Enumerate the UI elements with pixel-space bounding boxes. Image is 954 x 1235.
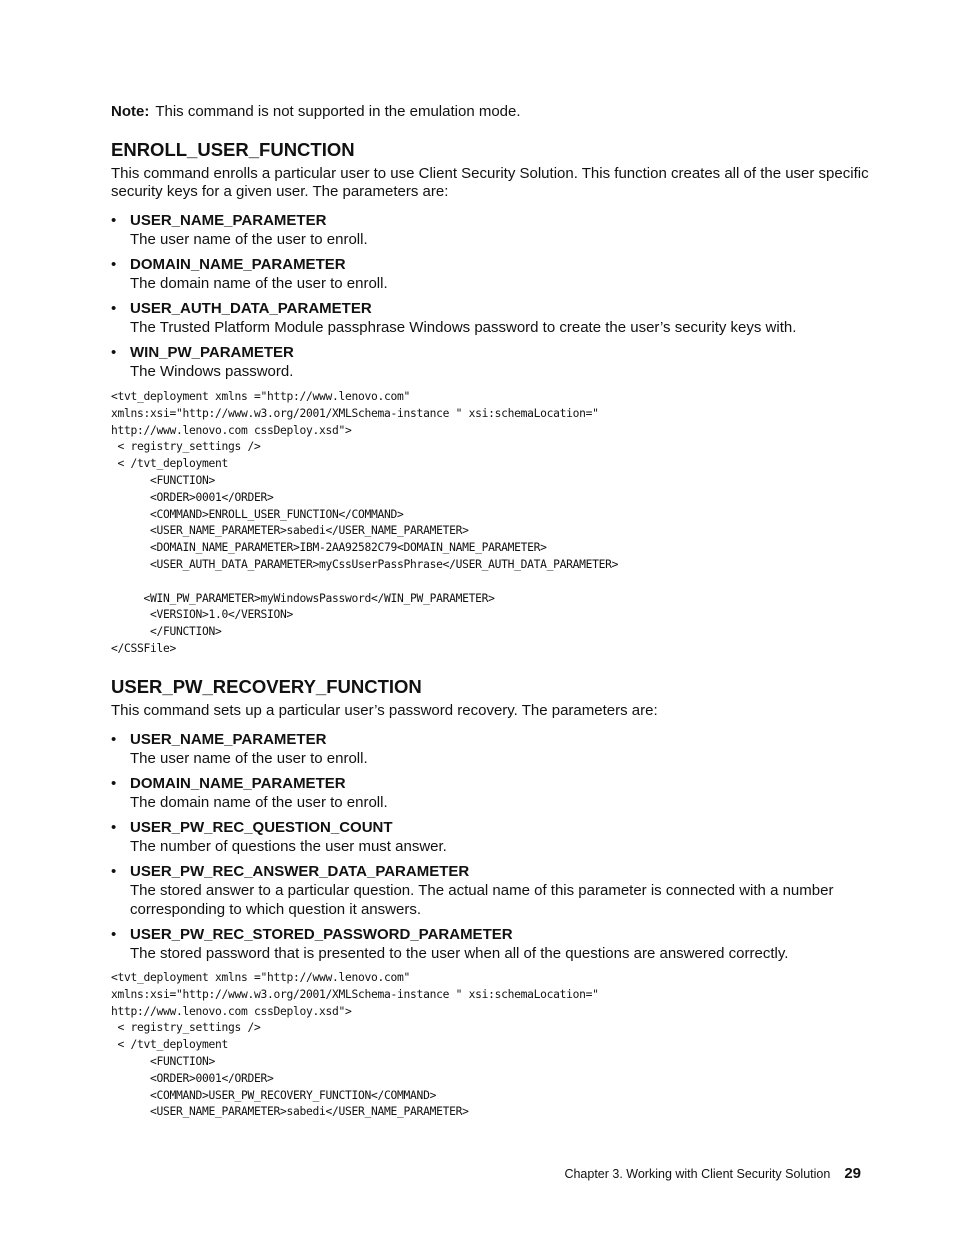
list-item xyxy=(111,925,871,963)
chapter-title: Chapter 3. Working with Client Security Solution xyxy=(564,1167,831,1181)
parameter-name: WIN_PW_PARAMETER xyxy=(130,344,294,361)
bullet-icon: • xyxy=(111,775,117,792)
bullet-icon: • xyxy=(111,863,117,880)
bullet-icon: • xyxy=(111,731,117,748)
parameter-description: The user name of the user to enroll. xyxy=(130,750,368,767)
section-enroll-user-function xyxy=(111,139,871,381)
parameter-name: USER_NAME_PARAMETER xyxy=(130,731,327,748)
bullet-icon: • xyxy=(111,344,117,361)
bullet-icon: • xyxy=(111,819,117,836)
parameter-description: The Windows password. xyxy=(130,363,294,380)
section-heading: ENROLL_USER_FUNCTION xyxy=(111,139,355,160)
parameter-description: The domain name of the user to enroll. xyxy=(130,275,388,292)
section-user-pw-recovery-function xyxy=(111,676,871,963)
list-item xyxy=(111,774,871,812)
page-number: 29 xyxy=(844,1165,861,1182)
section-intro: This command sets up a particular user’s password recovery. The parameters are: xyxy=(111,702,658,719)
note-label: Note: xyxy=(111,103,150,120)
bullet-icon: • xyxy=(111,212,117,229)
parameter-description: The number of questions the user must answer. xyxy=(130,838,447,855)
note xyxy=(111,102,521,121)
list-item xyxy=(111,343,871,381)
parameter-description: The domain name of the user to enroll. xyxy=(130,794,388,811)
parameter-description: The Trusted Platform Module passphrase Windows password to create the user’s security keys with. xyxy=(130,319,797,336)
list-item xyxy=(111,730,871,768)
parameter-name: USER_PW_REC_QUESTION_COUNT xyxy=(130,819,393,836)
bullet-icon: • xyxy=(111,926,117,943)
bullet-icon: • xyxy=(111,256,117,273)
parameter-description: The user name of the user to enroll. xyxy=(130,231,368,248)
parameter-name: DOMAIN_NAME_PARAMETER xyxy=(130,256,346,273)
parameter-name: USER_NAME_PARAMETER xyxy=(130,212,327,229)
parameter-list xyxy=(111,211,871,381)
parameter-name: DOMAIN_NAME_PARAMETER xyxy=(130,775,346,792)
parameter-description: The stored password that is presented to the user when all of the questions are answered correctly. xyxy=(130,945,789,962)
page-footer xyxy=(564,1165,861,1182)
list-item xyxy=(111,299,871,337)
list-item xyxy=(111,818,871,856)
code-sample: <tvt_deployment xmlns ="http://www.lenovo.com" xmlns:xsi="http://www.w3.org/2001/XMLSchema-instance " xsi:schemaLocation=" http://www.lenovo.com cssDeploy.xsd"> < registry_settings /> < /tvt_deployment <FUNCTION> <ORDER>0001</ORDER> <COMMAND>USER_PW_RECOVERY_FUNCTION</COMMAND> <USER_NAME_PARAMETER>sabedi</USER_NAME_PARAMETER> xyxy=(111,971,599,1119)
section-intro: This command enrolls a particular user to use Client Security Solution. This function creates all of the user specific security keys for a given user. The parameters are: xyxy=(111,165,869,200)
list-item xyxy=(111,862,871,919)
parameter-name: USER_PW_REC_ANSWER_DATA_PARAMETER xyxy=(130,863,470,880)
note-text: This command is not supported in the emulation mode. xyxy=(155,103,521,120)
bullet-icon: • xyxy=(111,300,117,317)
code-sample: <tvt_deployment xmlns ="http://www.lenovo.com" xmlns:xsi="http://www.w3.org/2001/XMLSchema-instance " xsi:schemaLocation=" http://www.lenovo.com cssDeploy.xsd"> < registry_settings /> < /tvt_deployment <FUNCTION> <ORDER>0001</ORDER> <COMMAND>ENROLL_USER_FUNCTION</COMMAND> <USER_NAME_PARAMETER>sabedi</USER_NAME_PARAMETER> <DOMAIN_NAME_PARAMETER>IBM-2AA92582C79<DOMAIN_NAME_PARAMETER> <USER_AUTH_DATA_PARAMETER>myCssUserPassPhrase</USER_AUTH_DATA_PARAMETER> <WIN_PW_PARAMETER>myWindowsPassword</WIN_PW_PARAMETER> <VERSION>1.0</VERSION> </FUNCTION> </CSSFile> xyxy=(111,390,619,655)
parameter-name: USER_PW_REC_STORED_PASSWORD_PARAMETER xyxy=(130,926,513,943)
parameter-list xyxy=(111,730,871,963)
list-item xyxy=(111,255,871,293)
list-item xyxy=(111,211,871,249)
parameter-description: The stored answer to a particular question. The actual name of this parameter is connected with a number corresponding to which question it answers. xyxy=(130,882,834,918)
section-heading: USER_PW_RECOVERY_FUNCTION xyxy=(111,676,422,697)
parameter-name: USER_AUTH_DATA_PARAMETER xyxy=(130,300,372,317)
